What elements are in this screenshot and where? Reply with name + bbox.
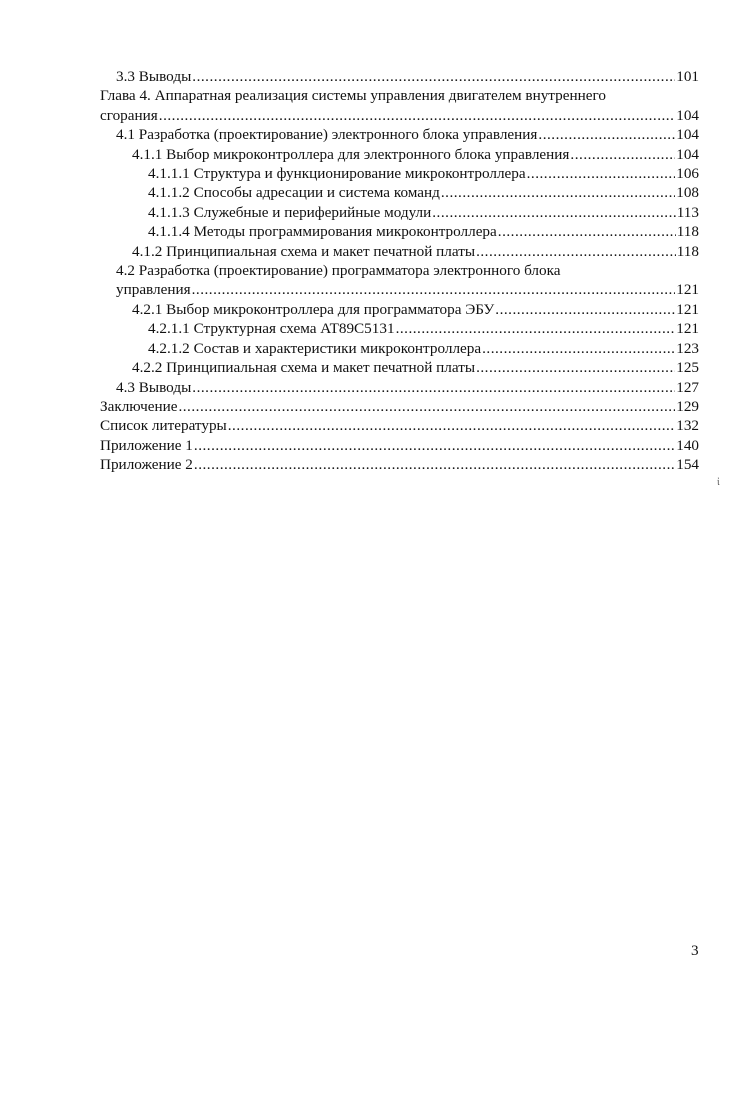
toc-entry (100, 300, 699, 319)
toc-entry-title: 4.1.1.4 Методы программирования микроконтроллера (148, 223, 497, 241)
toc-entry-title: 4.1.1.2 Способы адресации и система команд (148, 184, 440, 202)
toc-entry-page: 125 (676, 359, 699, 377)
toc-leader-dots (476, 358, 675, 377)
toc-leader-dots (570, 145, 675, 164)
toc-entry (100, 203, 699, 222)
toc-leader-dots (194, 436, 675, 455)
toc-entry-page: 118 (676, 242, 699, 260)
toc-leader-dots (192, 280, 676, 299)
toc-entry-page: 140 (676, 436, 699, 454)
toc-entry-title: Заключение (100, 397, 178, 415)
toc-leader-dots (194, 455, 675, 474)
toc-entry-page: 106 (676, 165, 699, 183)
toc-entry-page: 123 (676, 339, 699, 357)
toc-entry (100, 397, 699, 416)
toc-entry-page: 104 (676, 106, 699, 124)
toc-entry-page: 129 (676, 397, 699, 415)
toc-leader-dots (527, 164, 676, 183)
toc-entry-page: 101 (676, 68, 699, 85)
table-of-contents (100, 67, 699, 475)
toc-entry-title: сгорания (100, 106, 158, 124)
toc-entry-title: 4.1 Разработка (проектирование) электронного блока управления (116, 126, 538, 144)
toc-entry (100, 280, 699, 299)
toc-entry (100, 358, 699, 377)
toc-entry-page: 113 (676, 203, 699, 221)
toc-entry (100, 339, 699, 358)
toc-entry (100, 67, 699, 86)
toc-leader-dots (432, 203, 676, 222)
toc-entry-page: 121 (676, 320, 699, 338)
toc-entry (100, 164, 699, 183)
toc-entry-title: 3.3 Выводы (116, 68, 192, 85)
toc-entry-title: 4.3 Выводы (116, 378, 192, 396)
toc-entry-page: 127 (676, 378, 699, 396)
toc-entry (100, 145, 699, 164)
toc-leader-dots (441, 183, 675, 202)
toc-entry-title: 4.1.2 Принципиальная схема и макет печатной платы (132, 242, 476, 260)
toc-entry-page: 121 (676, 281, 699, 299)
toc-entry-title: 4.2.1.1 Структурная схема AT89C5131 (148, 320, 395, 338)
toc-leader-dots (159, 106, 675, 125)
toc-entry (100, 242, 699, 261)
toc-leader-dots (538, 125, 675, 144)
toc-entry (100, 436, 699, 455)
toc-entry (100, 416, 699, 435)
page-number: 3 (691, 942, 699, 959)
toc-entry-page: 118 (676, 223, 699, 241)
toc-entry-page: 104 (676, 126, 699, 144)
toc-leader-dots (482, 339, 675, 358)
toc-leader-dots (495, 300, 675, 319)
toc-entry-title-line1: Глава 4. Аппаратная реализация системы управления двигателем внутреннего (100, 87, 606, 105)
toc-entry-title: 4.2.1 Выбор микроконтроллера для программатора ЭБУ (132, 300, 495, 318)
toc-entry-title: управления (116, 281, 191, 299)
margin-mark: ἰ (717, 477, 720, 488)
toc-leader-dots (396, 319, 676, 338)
toc-entry-title: Приложение 2 (100, 456, 193, 474)
toc-entry-title: 4.2.1.2 Состав и характеристики микроконтроллера (148, 339, 482, 357)
toc-entry (100, 455, 699, 474)
toc-entry (100, 319, 699, 338)
toc-leader-dots (192, 378, 675, 397)
toc-leader-dots (476, 242, 676, 261)
toc-entry-title: 4.1.1.3 Служебные и периферийные модули (148, 203, 432, 221)
toc-entry-title: Приложение 1 (100, 436, 193, 454)
toc-entry-title: 4.1.1 Выбор микроконтроллера для электронного блока управления (132, 145, 570, 163)
toc-entry (100, 183, 699, 202)
toc-entry-page: 154 (676, 456, 699, 474)
toc-leader-dots (192, 67, 675, 86)
toc-entry (100, 378, 699, 397)
toc-entry-title: 4.1.1.1 Структура и функционирование микроконтроллера (148, 165, 526, 183)
toc-entry-title: 4.2.2 Принципиальная схема и макет печатной платы (132, 359, 476, 377)
toc-leader-dots (498, 222, 676, 241)
toc-entry-page: 132 (676, 417, 699, 435)
toc-entry-page: 104 (676, 145, 699, 163)
toc-entry (100, 106, 699, 125)
toc-entry (100, 222, 699, 241)
toc-entry-title: Список литературы (100, 417, 227, 435)
toc-leader-dots (178, 397, 675, 416)
toc-leader-dots (228, 416, 675, 435)
toc-entry (100, 125, 699, 144)
toc-entry-title-line1: 4.2 Разработка (проектирование) программатора электронного блока (116, 262, 561, 280)
toc-entry-page: 121 (676, 300, 699, 318)
toc-entry-page: 108 (676, 184, 699, 202)
